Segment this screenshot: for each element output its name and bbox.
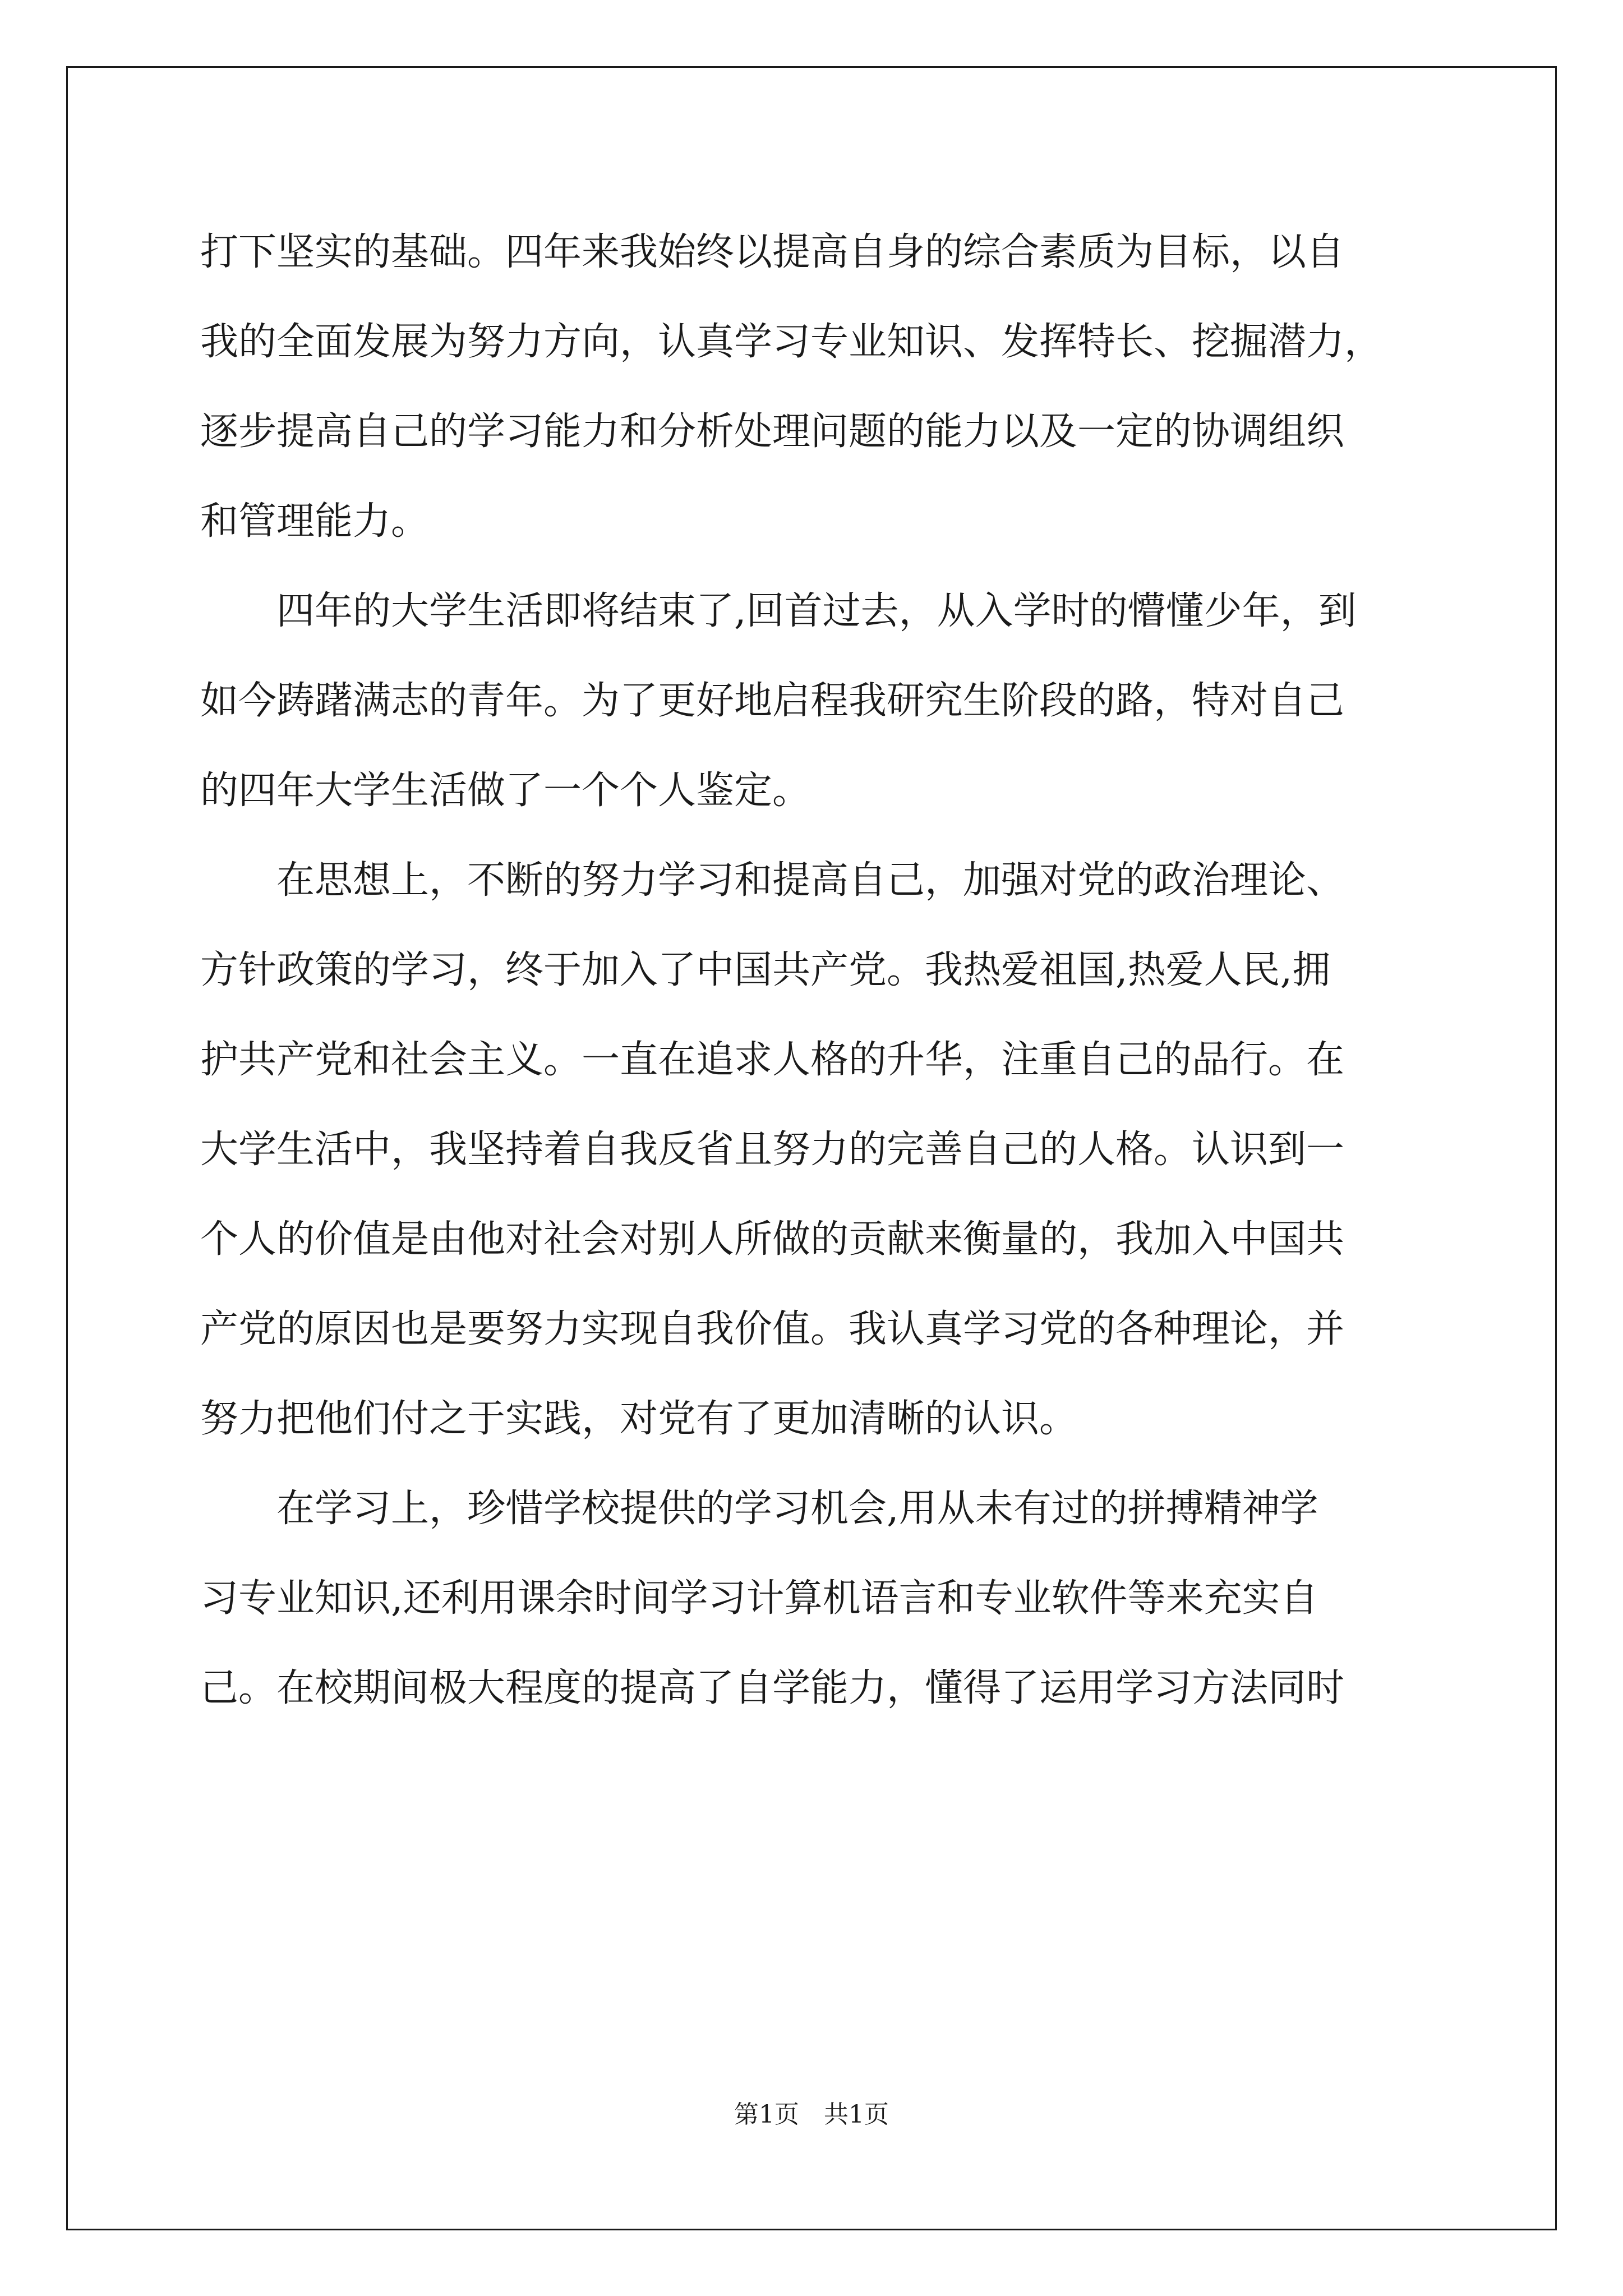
text-line: 在思想上，不断的努力学习和提高自己，加强对党的政治理论、 xyxy=(276,858,1345,903)
text-line: 个人的价值是由他对社会对别人所做的贡献来衡量的，我加入中国共 xyxy=(200,1217,1345,1262)
text-line: 的四年大学生活做了一个个人鉴定。 xyxy=(200,769,811,813)
document-body xyxy=(200,208,1434,1733)
text-line: 和管理能力。 xyxy=(200,499,430,544)
text-line: 习专业知识,还利用课余时间学习计算机语言和专业软件等来充实自 xyxy=(200,1576,1318,1621)
text-line: 打下坚实的基础。四年来我始终以提高自身的综合素质为目标，以自 xyxy=(200,230,1345,274)
text-line: 逐步提高自己的学习能力和分析处理问题的能力以及一定的协调组织 xyxy=(200,409,1345,454)
text-line: 方针政策的学习，终于加入了中国共产党。我热爱祖国,热爱人民,拥 xyxy=(200,948,1331,992)
text-line: 如今踌躇满志的青年。为了更好地启程我研究生阶段的路，特对自己 xyxy=(200,679,1345,723)
text-line: 四年的大学生活即将结束了,回首过去，从入学时的懵懂少年，到 xyxy=(276,589,1357,633)
text-line: 大学生活中，我坚持着自我反省且努力的完善自己的人格。认识到一 xyxy=(200,1128,1345,1172)
page-indicator: 第1页 共1页 xyxy=(734,2100,889,2129)
text-line: 己。在校期间极大程度的提高了自学能力，懂得了运用学习方法同时 xyxy=(200,1666,1345,1710)
text-line: 产党的原因也是要努力实现自我价值。我认真学习党的各种理论，并 xyxy=(200,1307,1345,1351)
text-line: 在学习上，珍惜学校提供的学习机会,用从未有过的拼搏精神学 xyxy=(276,1487,1318,1531)
page-footer xyxy=(0,2098,1623,2132)
text-line: 我的全面发展为努力方向，认真学习专业知识、发挥特长、挖掘潜力， xyxy=(200,320,1383,364)
text-line: 护共产党和社会主义。一直在追求人格的升华，注重自己的品行。在 xyxy=(200,1038,1345,1082)
text-line: 努力把他们付之于实践，对党有了更加清晰的认识。 xyxy=(200,1397,1078,1441)
